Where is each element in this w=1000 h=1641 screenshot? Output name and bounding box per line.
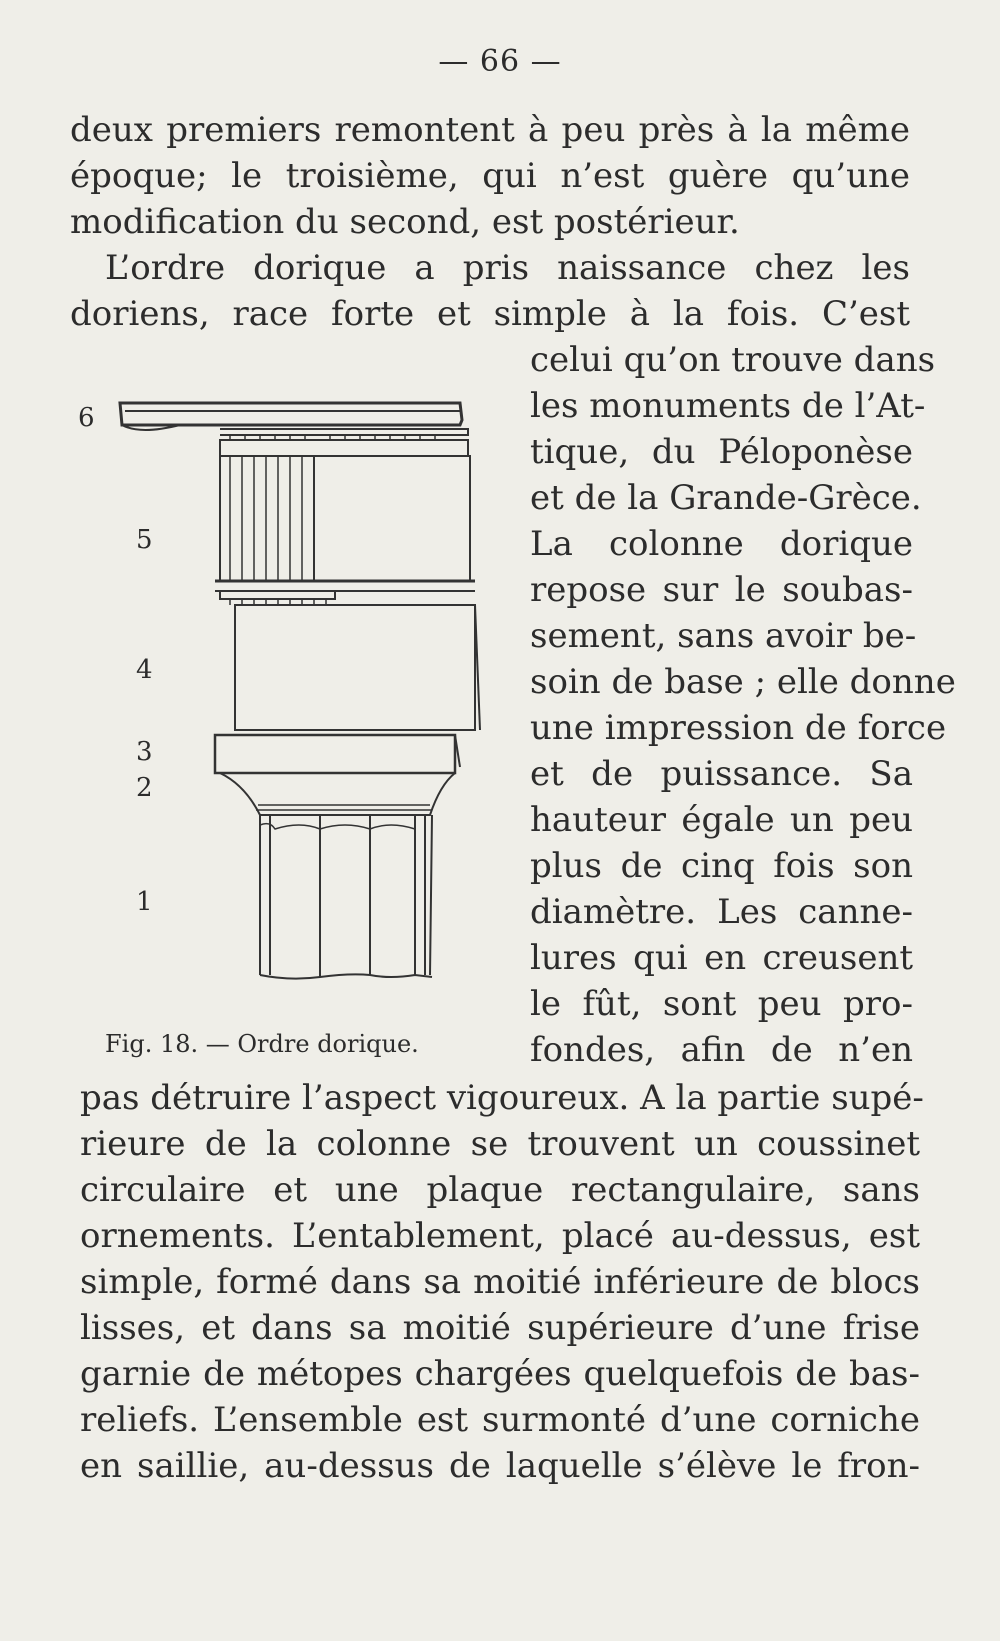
text-line: sement, sans avoir be- bbox=[530, 616, 917, 656]
text-line: simple, formé dans sa moitié inférieure de blocs bbox=[80, 1262, 920, 1302]
figure-label: 6 bbox=[78, 403, 95, 433]
text-line: repose sur le soubas- bbox=[530, 570, 913, 610]
text-line: pas détruire l’aspect vigoureux. A la partie supé- bbox=[80, 1078, 924, 1118]
figure-label: 2 bbox=[136, 773, 153, 803]
figure-caption: Fig. 18. — Ordre dorique. bbox=[105, 1030, 419, 1058]
text-line: les monuments de l’At- bbox=[530, 386, 926, 426]
text-line: ornements. L’entablement, placé au-dessus, est bbox=[80, 1216, 920, 1256]
text-line: rieure de la colonne se trouvent un coussinet bbox=[80, 1124, 920, 1164]
text-line: L’ordre dorique a pris naissance chez les bbox=[105, 248, 910, 288]
figure-doric-order bbox=[70, 385, 530, 1055]
text-line: modification du second, est postérieur. bbox=[70, 202, 740, 242]
text-line: deux premiers remontent à peu près à la même bbox=[70, 110, 910, 150]
text-line: celui qu’on trouve dans bbox=[530, 340, 936, 380]
text-line: soin de base ; elle donne bbox=[530, 662, 956, 702]
figure-label: 1 bbox=[136, 887, 153, 917]
figure-label: 4 bbox=[136, 655, 153, 685]
figure-label: 3 bbox=[136, 737, 153, 767]
text-line: garnie de métopes chargées quelquefois de bas- bbox=[80, 1354, 920, 1394]
text-line: époque; le troisième, qui n’est guère qu’une bbox=[70, 156, 910, 196]
text-line: et de puissance. Sa bbox=[530, 754, 913, 794]
text-line: hauteur égale un peu bbox=[530, 800, 913, 840]
text-line: fondes, afin de n’en bbox=[530, 1030, 913, 1070]
text-line: reliefs. L’ensemble est surmonté d’une corniche bbox=[80, 1400, 920, 1440]
text-line: une impression de force bbox=[530, 708, 947, 748]
text-line: le fût, sont peu pro- bbox=[530, 984, 913, 1024]
page-number: — 66 — bbox=[438, 44, 562, 79]
text-line: plus de cinq fois son bbox=[530, 846, 913, 886]
text-line: et de la Grande-Grèce. bbox=[530, 478, 922, 518]
text-line: tique, du Péloponèse bbox=[530, 432, 913, 472]
text-line: lures qui en creusent bbox=[530, 938, 913, 978]
text-line: doriens, race forte et simple à la fois. C’est bbox=[70, 294, 910, 334]
text-line: circulaire et une plaque rectangulaire, sans bbox=[80, 1170, 920, 1210]
text-line: diamètre. Les canne- bbox=[530, 892, 913, 932]
text-line: en saillie, au-dessus de laquelle s’élève le fron- bbox=[80, 1446, 920, 1486]
text-line: lisses, et dans sa moitié supérieure d’une frise bbox=[80, 1308, 920, 1348]
figure-label: 5 bbox=[136, 525, 153, 555]
text-line: La colonne dorique bbox=[530, 524, 913, 564]
